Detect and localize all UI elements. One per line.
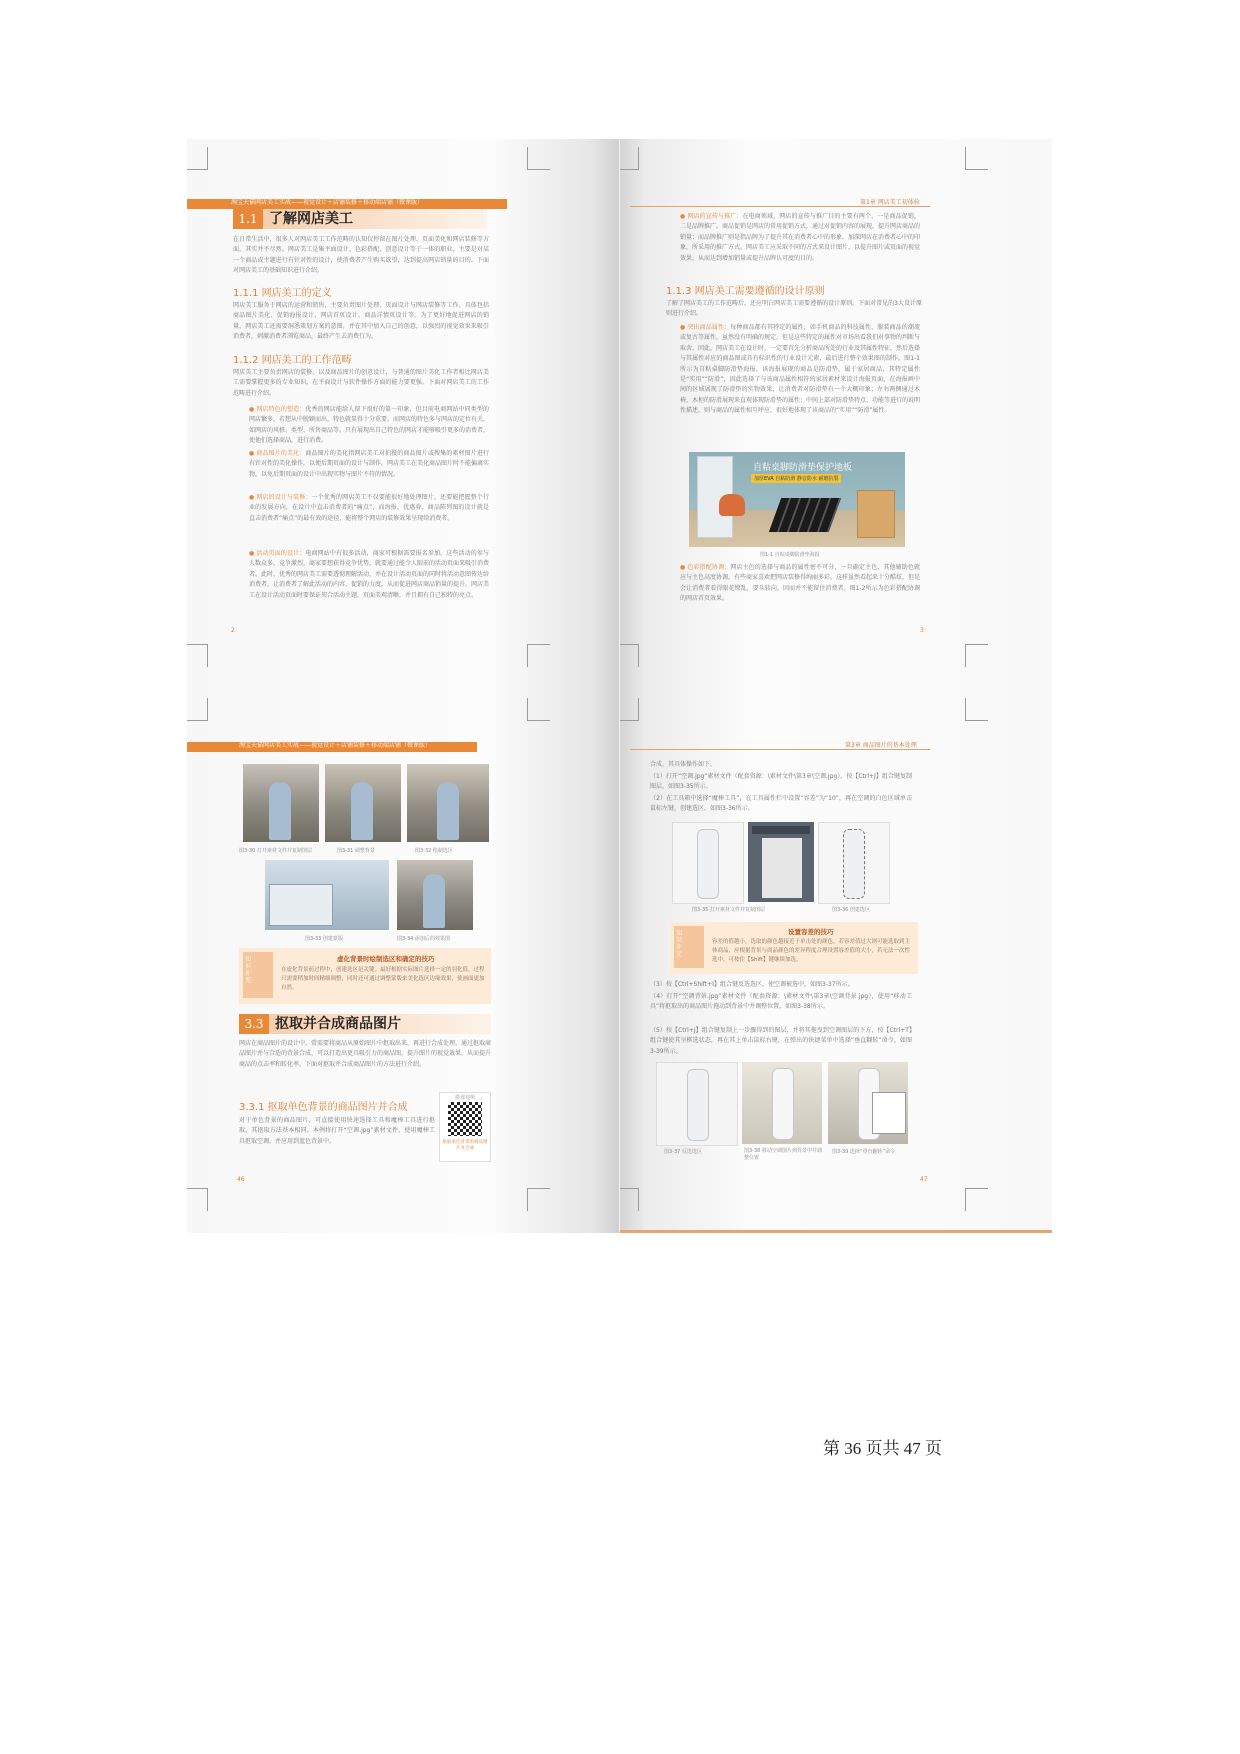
bullet-dot-icon: ● — [249, 550, 257, 557]
subsection-paragraph: 对于单色背景的商品图片，可直接使用快速选择工具和魔棒工具进行抠取，其抠取方法基本相同。本例将打开“空调.jpg”素材文件，使用魔棒工具抠取空调，并应用到蓝色背景中。 — [239, 1117, 435, 1145]
cabinet-shape — [857, 490, 895, 538]
running-head-rule — [630, 749, 930, 750]
figure-caption: 图3-36 创建选区 — [832, 907, 870, 913]
dialog-shape — [269, 884, 333, 926]
running-head: 第3章 商品图片的基本处理 — [845, 742, 917, 749]
subsection-paragraph: 网店美工主要负责网店的装修，以及商品图片的创意设计，与普通的图片美化工作者相比网店美工需要掌握更多的专业知识，在平面设计与软件操作方面的能力要更强。下面对网店美工的工作范畴进行介绍。 — [233, 369, 489, 397]
step-item: （5）按【Ctrl+J】组合键复制上一步骤得到的图层，并将其拖曳到空调图层的下方，按【Ctrl+T】组合键使其呈框选状态，再在其上单击鼠标右键，在弹出的快捷菜单中选择“垂直翻转”命令，如图3-39所示。 — [650, 1027, 912, 1055]
subsection-heading: 3.3.1 抠取单色背景的商品图片并合成 — [239, 1102, 408, 1113]
screenshot-figure — [672, 822, 744, 904]
section-heading — [233, 209, 487, 229]
crop-mark — [527, 644, 550, 667]
photo-figure — [265, 860, 389, 930]
bullet-item — [249, 449, 489, 491]
person-shape — [269, 782, 291, 840]
step-item: （4）打开“空调背景.jpg”素材文件（配套资源：\素材文件\第3章\空调背景.jpg），使用“移动工具”将抠取出的商品图片拖动到背景中并调整位置，如图3-38所示。 — [650, 993, 912, 1011]
chair-shape — [719, 494, 745, 516]
photo-figure — [397, 860, 473, 930]
figure-caption: 图3-33 创建蒙版 — [305, 936, 343, 942]
section-heading — [239, 1014, 491, 1034]
screenshot-figure — [818, 822, 890, 904]
bullet-dot-icon: ● — [680, 324, 688, 331]
subsection-paragraph: 网店美工服务于网店的运营和销售，主要负责图片处理、页面设计与网店装修等工作，具体包括商品图片美化、促销海报设计、网店首页设计、商品详情页设计等。为了更好地促进网店的销量，网店美工还需要洞悉策划方案的意图，并在其中加入自己的创意，以强烈的视觉效果来吸引消费者，刺激消费者浏览商品，最终产生去消费行为。 — [233, 302, 489, 341]
bullet-dot-icon: ● — [249, 450, 257, 457]
crop-mark — [187, 698, 208, 721]
lightbulb-icon — [243, 952, 273, 998]
page-right-2 — [620, 690, 1052, 1233]
canvas-shape — [762, 838, 802, 898]
paragraph: 合成，其具体操作如下。 — [650, 761, 717, 768]
step-item: （3）按【Ctrl+Shift+I】组合键反选选区，使空调被选中，如图3-37所示。 — [650, 981, 854, 988]
pad-shape — [769, 498, 841, 532]
crop-mark — [620, 698, 639, 721]
subsection-heading: 1.1.1 网店美工的定义 — [233, 288, 332, 299]
bullet-text: 一个优秀的网店美工不仅要能很好地处理图片，还要能把握整个行业的发展方向，在设计中直击消费者的“痛点”，而海报、优惠券、商品陈列图的设计就是直击消费者“痛点”的最有效的途径，能将整个网店的装修效果呈现给消费者。 — [249, 494, 489, 522]
bullet-key: 色彩搭配协调： — [687, 564, 731, 571]
figure-caption: 图3-39 选择“垂直翻转”命令 — [832, 1149, 896, 1155]
running-head-rule — [630, 206, 930, 207]
qr-code-box[interactable] — [439, 1092, 491, 1162]
figure-caption: 图3-34 添加后的效果图 — [397, 936, 450, 942]
qr-label: 微课视频 — [454, 1095, 475, 1101]
crop-mark — [620, 147, 639, 170]
screenshot-figure — [748, 822, 814, 902]
photo-figure — [407, 764, 489, 842]
ac-unit-shape — [697, 829, 719, 899]
photo-figure — [325, 764, 401, 842]
qr-caption: 抠取单色背景的商品图片并合成 — [442, 1140, 488, 1151]
page-number: 46 — [237, 1176, 245, 1183]
ac-unit-shape — [843, 829, 865, 899]
person-shape — [437, 782, 459, 840]
bullet-dot-icon: ● — [680, 564, 688, 571]
section-number: 3.3 — [239, 1014, 269, 1034]
qr-code-icon — [448, 1102, 482, 1136]
person-shape — [423, 874, 445, 928]
figure-caption: 图3-32 绘制选区 — [415, 848, 453, 854]
photo-figure — [656, 1062, 738, 1146]
bullet-text: 在电商领域，网店的宣传与推广目的主要有两个，一是商品促销，二是品牌推广。商品促销是网店的常用促销方式，通过对促销内容的展现，提升网店商品的销量；而品牌推广则是指品牌为了提升其在消费者心中的形象，加深网店在消费者心中的印象，所采用的推广方式。网店美工应采取不同的方式来设计图片，以提升图片或页面的视觉效果，从而达到增加销量或提升品牌认可度的目的。 — [680, 213, 920, 262]
crop-mark — [527, 1188, 550, 1211]
bullet-dot-icon: ● — [249, 406, 257, 413]
bullet-text: 网店主色的选择与商品的属性密不可分，一旦确定主色，其他辅助色就应与主色高度协调，有些商家喜欢把网店装修得绚丽多彩，这样虽然看起来十分酷炫，但是会让消费者看得眼花缭乱，要头转向，因而并不能留住消费者。图1-2所示为色彩搭配协调的网店首页效果。 — [680, 564, 920, 603]
crop-mark — [965, 698, 988, 721]
subsection-heading: 1.1.2 网店美工的工作范畴 — [233, 355, 352, 366]
subsection-paragraph: 了解了网店美工的工作范畴后，还应明白网店美工需要遵循的设计原则。下面对常见的3大设计原则进行介绍。 — [666, 300, 922, 318]
figure-caption: 图3-37 反选选区 — [664, 1149, 702, 1155]
context-menu-shape — [872, 1092, 906, 1134]
tip-box — [670, 922, 918, 974]
bullet-text: 电商网站中有很多活动，商家可根据需要报名参加。这些活动的参与人数众多，竞争激烈，商家要想获得竞争优势，就要通过能令人眼前的活动页面来吸引消费者。此时，优秀的网店美工需要透彻理解活动，并在设计活动页面的同时将活动意图传达给消费者，让消费者了解此活动的内容、促销的力度，从而促进网店商品销量的提升。网店美工在设计活动页面时要保证契合活动主题，页面美观清晰，并且拥有自己独特的亮点。 — [249, 550, 489, 599]
bullet-dot-icon: ● — [680, 213, 688, 220]
crop-mark — [187, 147, 208, 170]
tip-label: 知识补充 — [676, 930, 683, 958]
bullet-item — [249, 549, 489, 623]
book-spread-top — [187, 139, 1052, 741]
step-item: （1）打开“空调.jpg”素材文件（配套资源：\素材文件\第3章\空调.jpg），按【Ctrl+J】组合键复制图层，如图3-35所示。 — [650, 773, 912, 791]
bullet-item — [680, 212, 920, 276]
tip-text: 在虚化背景前过程中，创建选区是关键。最好根据实际图片选择一定的羽化值，过程只需要稍加时间精细调整，同时还可通过调整蒙版来美化选区边缘效果，使画面更加自然。 — [281, 967, 485, 991]
page-number: 47 — [920, 1176, 928, 1183]
crop-mark — [527, 147, 550, 170]
tip-title: 设置容差的技巧 — [788, 928, 834, 936]
photo-figure — [828, 1062, 908, 1144]
tip-label: 知识补充 — [245, 956, 252, 984]
page-number: 3 — [920, 627, 924, 634]
crop-mark — [965, 147, 988, 170]
running-head: 第1章 网店美工初体验 — [860, 199, 920, 206]
running-head: 淘宝天猫网店美工实战——视觉设计＋店铺装修＋移动端店铺（微课版） — [239, 742, 432, 749]
bullet-item — [680, 563, 920, 607]
step-item: （2）在工具箱中选择“魔棒工具”，在工具属性栏中设置“容差”为“10”，再在空调的白色区域单击鼠标左键，创建选区，如图3-36所示。 — [650, 795, 912, 813]
lightbulb-icon — [674, 926, 704, 968]
crop-mark — [620, 644, 639, 667]
page-left-2 — [187, 690, 619, 1233]
photo-figure — [742, 1062, 822, 1144]
page-footer: 第 36 页共 47 页 — [823, 1439, 942, 1458]
bullet-item — [680, 323, 920, 448]
figure-caption: 图3-31 调整背景 — [337, 848, 375, 854]
bullet-item — [249, 493, 489, 546]
poster-figure — [689, 452, 905, 547]
section-title: 了解网店美工 — [269, 211, 353, 227]
figure-caption: 图3-38 移动空调图片到背景中并调整位置 — [744, 1148, 822, 1161]
section-paragraph: 网店在商品图片的设计中，常需要将商品从原始图片中抠取出来，再进行合成处理。通过抠取商品图片并与合适的背景合成，可以打造出更具吸引力的商品图，提升图片的视觉效果，从而提升商品的点击率和转化率。下面对抠取并合成商品图片的方法进行介绍。 — [239, 1040, 491, 1068]
photo-figure — [243, 764, 319, 842]
bullet-text: 商品图片的美化指网店美工对拍摄的商品图片或搜集的素材图片进行有针对性的美化操作，以便后期页面的设计与制作。网店美工在美化商品图片时不能偏离实物，以免后期页面的设计中出现实物与图片不符的情况。 — [249, 450, 489, 478]
book-spread-bottom — [187, 690, 1052, 1233]
ac-unit-shape — [772, 1068, 794, 1140]
crop-mark — [620, 1188, 639, 1211]
crop-mark — [527, 698, 550, 721]
bullet-key: 突出商品属性： — [687, 324, 731, 331]
person-shape — [351, 782, 373, 840]
tip-title: 虚化背景时绘制选区和确定的技巧 — [337, 955, 435, 963]
figure-caption: 图1-1 自粘桌脚防滑垫海报 — [760, 552, 820, 558]
section-title: 抠取并合成商品图片 — [275, 1016, 401, 1032]
toolbar-shape — [752, 826, 810, 834]
tip-box — [239, 948, 491, 1004]
bullet-text: 优秀的网店能给人留下很好的第一印象，但目前电商网站中同类型的网店繁多，若想从中脱颖而出，特色就显得十分重要。而网店的特色多与网店的定位有关，如网店的风格、类型、所售商品等。只有展现出自己特色的网店才能够吸引更多的消费者，使他们选择商品，进行消费。 — [249, 406, 489, 445]
figure-caption: 图3-35 打开素材文件并复制图层 — [692, 907, 765, 913]
ac-unit-shape — [687, 1069, 709, 1141]
poster-title: 自粘桌脚防滑垫保护地板 — [753, 463, 853, 473]
subsection-heading: 1.1.3 网店美工需要遵循的设计原则 — [666, 286, 825, 297]
page-edge-shadow — [620, 1230, 1052, 1233]
page-number: 2 — [231, 627, 235, 634]
crop-mark — [187, 644, 208, 667]
bullet-text: 每种商品都有其特定的属性，如手机商品的科技属性、服装商品的潮流或复古等属性，虽然没有明确的规定，但是这些特定的属性对市场出看我们对事物的判断与取舍。因此，网店美工在设计时，一定要首先分析商品所处的行业及其属性特征，然后选择与其属性对应的商品图或具有标识性的行业设计元素，最后进行整个效果图的制作。图1-1所示为自粘桌脚防滑垫海报，该海报展现的商品是防滑垫，属于家居商品，其特定属性是“实用”“防滑”，因此选择了与该商品属性相符的家居素材来设计海报页面，在海报画中间的区域展现了防滑垫的实物效果，让消费者对防滑垫有一个大概印象；左右两侧通过木椅、木柜的防滑展现来直观体现防滑垫的属性；中间上部对防滑垫特点、功能等进行的说明性描述，则与商品的属性相互呼应，很好地体现了该商品的“实用”“防滑”属性。 — [680, 324, 920, 415]
bullet-key: 网店特色的塑造： — [256, 406, 306, 413]
section-number: 1.1 — [233, 209, 263, 229]
page-left-1 — [187, 139, 619, 741]
bullet-item — [249, 405, 489, 447]
bullet-key: 商品图片的美化： — [256, 450, 306, 457]
figure-caption: 图3-30 打开素材文件并复制图层 — [239, 848, 312, 854]
bullet-key: 网店的宣传与推广： — [687, 213, 743, 220]
page-right-1 — [620, 139, 1052, 741]
crop-mark — [965, 1188, 988, 1211]
tip-text: 容差的值越小，选取的颜色越接近于单击处的颜色，若容差值过大则可能选取到主体商品，应根据背景与商品颜色的差异程度合理设置容差值的大小，若无法一次性选中，可按住【Shift】键继续加选。 — [712, 939, 911, 963]
poster-subtitle: 加厚EVA 自粘防滑 静音防水 耐磨抗裂 — [751, 474, 841, 483]
intro-paragraph: 在日常生活中，很多人对网店美工工作范畴的认知仅停留在图片处理、页面美化和网店装修等方面，其实并不尽然。网店美工是集平面设计、色彩搭配、创意设计等于一体的职业，主要是对某一个商品或主题进行有针对性的设计，使消费者产生购买欲望，达到提高网店销量的目的。下面对网店美工的基础知识进行介绍。 — [233, 236, 489, 275]
bullet-key: 活动页面的设计： — [256, 550, 306, 557]
crop-mark — [187, 1188, 208, 1211]
running-head: 淘宝天猫网店美工实战——视觉设计＋店铺装修＋移动端店铺（微课版） — [231, 199, 424, 206]
bullet-key: 网店的设计与装修： — [256, 494, 312, 501]
crop-mark — [965, 644, 988, 667]
bullet-dot-icon: ● — [249, 494, 257, 501]
